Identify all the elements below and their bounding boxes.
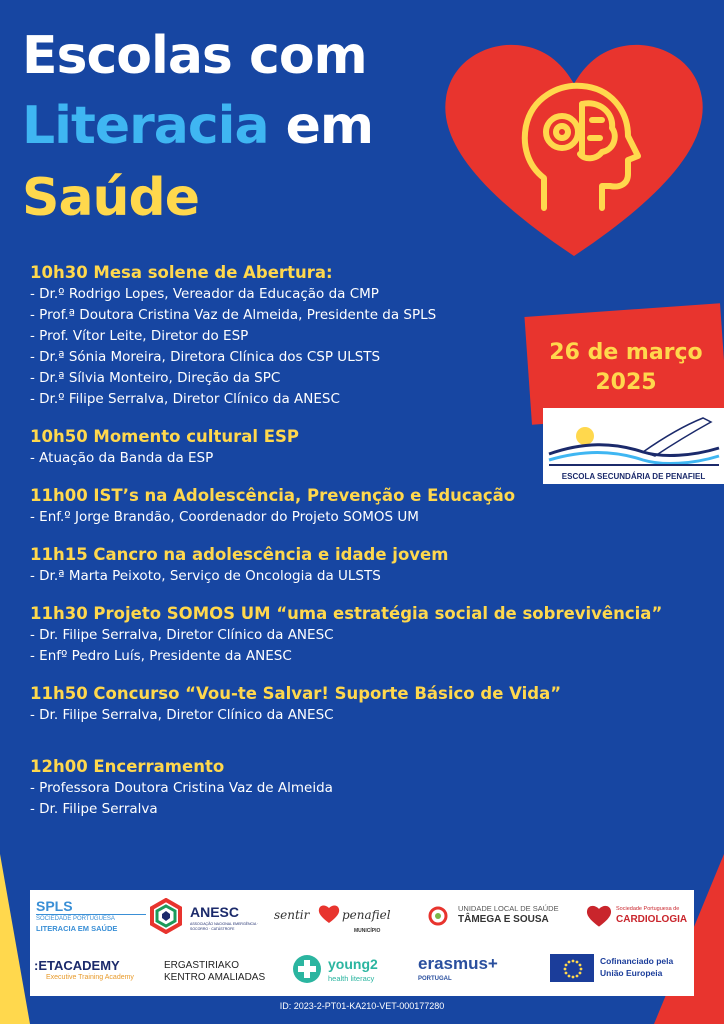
program-item: - Dr. Filipe Serralva, Diretor Clínico da ANESC bbox=[30, 707, 334, 723]
program-item: - Enfº Pedro Luís, Presidente da ANESC bbox=[30, 648, 292, 664]
program-item: - Dr.ª Marta Peixoto, Serviço de Oncologia da ULSTS bbox=[30, 568, 381, 584]
logo-spc-line2: CARDIOLOGIA bbox=[616, 914, 688, 925]
event-date-year: 2025 bbox=[595, 370, 657, 395]
title-line-2 bbox=[22, 96, 374, 156]
program-item: - Prof.ª Doutora Cristina Vaz de Almeida, Presidente da SPLS bbox=[30, 307, 437, 323]
spacer bbox=[30, 742, 590, 756]
eu-flag-icon bbox=[550, 954, 594, 982]
logo-ergastiriako bbox=[164, 960, 284, 984]
program-item: - Professora Doutora Cristina Vaz de Almeida bbox=[30, 780, 333, 796]
uls-emblem-icon bbox=[428, 906, 448, 926]
logo-sentir-text: sentir bbox=[274, 908, 310, 922]
title-literacia: Literacia bbox=[22, 96, 269, 156]
logo-spc-line1: Sociedade Portuguesa de bbox=[616, 906, 680, 912]
program-block-1150 bbox=[30, 683, 590, 726]
logo-municipio-text: MUNICÍPIO bbox=[354, 928, 381, 934]
logo-eu-line2: União Europeia bbox=[600, 968, 663, 978]
logo-young2-sub: health literacy bbox=[328, 974, 375, 983]
logo-etacademy bbox=[34, 958, 154, 982]
logo-uls-line2: TÂMEGA E SOUSA bbox=[458, 914, 549, 925]
logo-anesc-title: ANESC bbox=[190, 904, 240, 920]
young2-emblem-icon bbox=[292, 954, 322, 984]
logo-spls-sub2: LITERACIA EM SAÚDE bbox=[36, 924, 118, 933]
school-logo bbox=[543, 408, 724, 484]
program-block-1100 bbox=[30, 485, 590, 528]
program-item: - Dr. Filipe Serralva bbox=[30, 801, 158, 817]
logo-erasmus-sub: PORTUGAL bbox=[418, 976, 452, 982]
cardiology-heart-icon bbox=[586, 904, 612, 928]
program-heading: 10h50 Momento cultural ESP bbox=[30, 427, 300, 446]
logo-uls-tamega-sousa bbox=[428, 904, 578, 934]
partner-logos bbox=[30, 890, 694, 996]
logo-eu-line1: Cofinanciado pela bbox=[600, 956, 674, 966]
program-heading: 10h30 Mesa solene de Abertura: bbox=[30, 263, 333, 282]
program-heading: 11h30 Projeto SOMOS UM “uma estratégia social de sobrevivência” bbox=[30, 604, 663, 623]
eu-stars-icon bbox=[551, 955, 595, 983]
logo-ergast-line1: ERGASTIRIAKO bbox=[164, 960, 240, 971]
program-heading: 11h00 IST’s na Adolescência, Prevenção e Educação bbox=[30, 486, 516, 505]
logo-erasmus-title: erasmus+ bbox=[418, 954, 498, 973]
red-heart-icon bbox=[318, 904, 340, 924]
logo-spls bbox=[36, 898, 146, 934]
school-emblem-icon bbox=[543, 408, 724, 470]
logo-etacademy-title: :ETACADEMY bbox=[34, 958, 120, 973]
logo-eu-cofunded bbox=[550, 952, 690, 986]
program-block-1130 bbox=[30, 603, 663, 667]
program-block-1050 bbox=[30, 426, 590, 469]
logo-penafiel-text: penafiel bbox=[342, 908, 391, 922]
program-item: - Dr.ª Sónia Moreira, Diretora Clínica dos CSP ULSTS bbox=[30, 349, 381, 365]
logo-spls-title: SPLS bbox=[36, 898, 73, 914]
heart-brain-icon bbox=[432, 28, 716, 268]
logo-etacademy-sub: Executive Training Academy bbox=[46, 974, 134, 981]
event-date bbox=[528, 338, 724, 398]
program-block-1115 bbox=[30, 544, 590, 587]
program-item: - Atuação da Banda da ESP bbox=[30, 450, 214, 466]
program-item: - Dr. Filipe Serralva, Diretor Clínico da ANESC bbox=[30, 627, 334, 643]
logo-uls-line1: UNIDADE LOCAL DE SAÚDE bbox=[458, 904, 559, 913]
title-em: em bbox=[268, 96, 374, 156]
logo-anesc-sub: ASSOCIAÇÃO NACIONAL EMERGÊNCIA · SOCORRO · CATÁSTROFE bbox=[190, 922, 259, 931]
program-item: - Dr.º Rodrigo Lopes, Vereador da Educação da CMP bbox=[30, 286, 379, 302]
logo-sentir-penafiel bbox=[274, 902, 414, 938]
logo-spc-cardiologia bbox=[586, 902, 694, 932]
program-item: - Dr.ª Sílvia Monteiro, Direção da SPC bbox=[30, 370, 281, 386]
project-id: ID: 2023-2-PT01-KA210-VET-000177280 bbox=[279, 1001, 445, 1011]
logo-young2 bbox=[292, 954, 402, 988]
program-item: - Enf.º Jorge Brandão, Coordenador do Projeto SOMOS UM bbox=[30, 509, 419, 525]
logo-young2-title: young2 bbox=[328, 956, 378, 972]
yellow-corner-shape bbox=[0, 854, 30, 1024]
program-heading: 12h00 Encerramento bbox=[30, 757, 225, 776]
logo-ergast-line2: KENTRO AMALIADAS bbox=[164, 972, 266, 983]
program-heading: 11h15 Cancro na adolescência e idade jovem bbox=[30, 545, 449, 564]
title-line-3: Saúde bbox=[22, 168, 200, 228]
program-item: - Dr.º Filipe Serralva, Diretor Clínico da ANESC bbox=[30, 391, 340, 407]
logo-erasmus bbox=[418, 954, 538, 988]
program-item: - Prof. Vítor Leite, Diretor do ESP bbox=[30, 328, 249, 344]
program-block-1030 bbox=[30, 262, 590, 410]
logo-spls-sub: SOCIEDADE PORTUGUESA bbox=[36, 914, 146, 924]
program-heading: 11h50 Concurso “Vou-te Salvar! Suporte Básico de Vida” bbox=[30, 684, 562, 703]
anesc-emblem-icon bbox=[148, 898, 184, 934]
title-line-1: Escolas com bbox=[22, 26, 367, 86]
event-date-day: 26 de março bbox=[549, 340, 703, 365]
school-name: ESCOLA SECUNDÁRIA DE PENAFIEL bbox=[561, 472, 706, 481]
program-block-1200 bbox=[30, 756, 590, 820]
logo-anesc bbox=[148, 898, 268, 938]
